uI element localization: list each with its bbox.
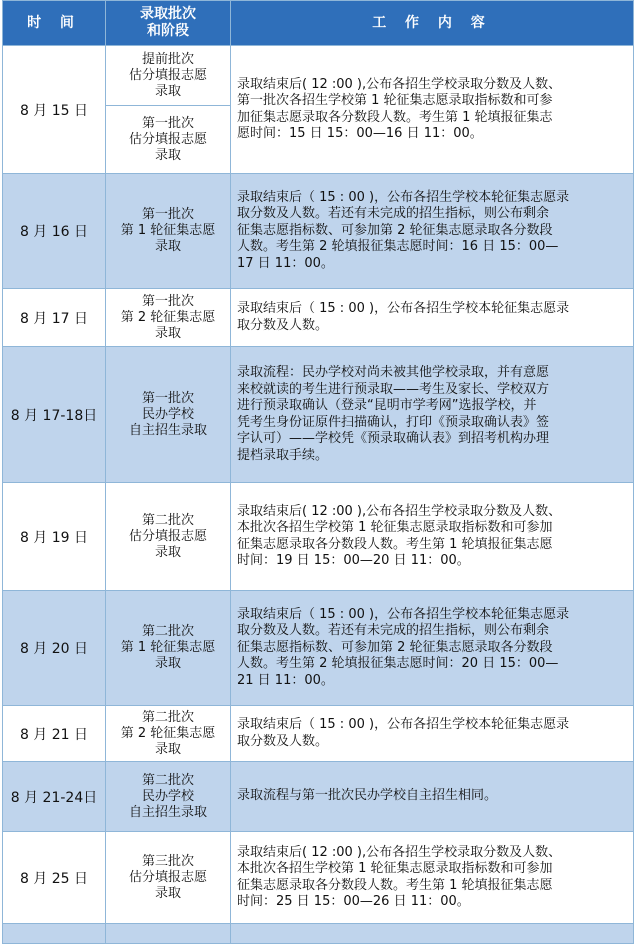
row-stage: 第一批次 估分填报志愿 录取 <box>106 106 231 174</box>
header-stage: 录取批次 和阶段 <box>106 1 231 46</box>
row-date: 8 月 17-18日 <box>3 347 106 483</box>
row-date: 8 月 15 日 <box>3 46 106 174</box>
row-stage: 第一批次 民办学校 自主招生录取 <box>106 347 231 483</box>
row-stage: 第二批次 估分填报志愿 录取 <box>106 483 231 591</box>
row-date: 8 月 25 日 <box>3 832 106 924</box>
table-row <box>3 289 634 347</box>
row-date: 8 月 19 日 <box>3 483 106 591</box>
row-work: 录取流程与第一批次民办学校自主招生相同。 <box>231 762 634 832</box>
row-date: 8 月 21-24日 <box>3 762 106 832</box>
row-work: 录取结束后（ 15 : 00 )，公布各招生学校本轮征集志愿录 取分数及人数。若还有未完成的招生指标，则公布剩余 征集志愿指标数、可参加第 2 轮征集志愿录取各分数段 人数。考生第 2 轮填报征集志愿时间：16 日 15：00— 17 日 11：00。 <box>231 174 634 289</box>
header-work: 工 作 内 容 <box>231 1 634 46</box>
table-row <box>3 483 634 591</box>
row-date: 8 月 21 日 <box>3 706 106 762</box>
table-row <box>3 832 634 924</box>
table-row <box>3 174 634 289</box>
row-stage: 第一批次 第 1 轮征集志愿 录取 <box>106 174 231 289</box>
table-row <box>3 762 634 832</box>
row-stage: 提前批次 估分填报志愿 录取 <box>106 46 231 106</box>
row-work: 录取结束后（ 15 : 00 )，公布各招生学校本轮征集志愿录 取分数及人数。若还有未完成的招生指标，则公布剩余 征集志愿指标数、可参加第 2 轮征集志愿录取各分数段 人数。考生第 2 轮填报征集志愿时间：20 日 15：00— 21 日 11：00。 <box>231 591 634 706</box>
row-stage: 第三批次 估分填报志愿 录取 <box>106 832 231 924</box>
row-stage: 第二批次 第 2 轮征集志愿 录取 <box>106 706 231 762</box>
table-row <box>3 591 634 706</box>
row-work: 录取结束后（ 15 : 00 )，公布各招生学校本轮征集志愿录 取分数及人数。 <box>231 289 634 347</box>
row-work: 录取结束后( 12 :00 ),公布各招生学校录取分数及人数、 第一批次各招生学校第 1 轮征集志愿录取指标数和可参 加征集志愿录取各分数段人数。考生第 1 轮填报征集志 愿时间：15 日 15：00—16 日 11：00。 <box>231 46 634 174</box>
header-date: 时 间 <box>3 1 106 46</box>
row-work: 录取流程：民办学校对尚未被其他学校录取，并有意愿 来校就读的考生进行预录取——考生及家长、学校双方 进行预录取确认（登录“昆明市学考网”选报学校，并 凭考生身份证原件扫描确认，打印《预录取确认表》签 字认可）——学校凭《预录取确认表》到招考机构办理 提档录取手续。 <box>231 347 634 483</box>
table-row <box>3 706 634 762</box>
row-work: 录取结束后( 12 :00 ),公布各招生学校录取分数及人数、 本批次各招生学校第 1 轮征集志愿录取指标数和可参加 征集志愿录取各分数段人数。考生第 1 轮填报征集志愿 时间：19 日 15：00—20 日 11：00。 <box>231 483 634 591</box>
row-work: 录取结束后( 12 :00 ),公布各招生学校录取分数及人数、 本批次各招生学校第 1 轮征集志愿录取指标数和可参加 征集志愿录取各分数段人数。考生第 1 轮填报征集志愿 时间：25 日 15：00—26 日 11：00。 <box>231 832 634 924</box>
table-row <box>3 46 634 106</box>
table-header-row <box>3 1 634 46</box>
row-work: 录取结束后（ 15 : 00 )，公布各招生学校本轮征集志愿录 取分数及人数。 <box>231 706 634 762</box>
admission-schedule-table <box>2 0 634 944</box>
row-date: 8 月 17 日 <box>3 289 106 347</box>
row-stage: 第一批次 第 2 轮征集志愿 录取 <box>106 289 231 347</box>
row-date: 8 月 16 日 <box>3 174 106 289</box>
table-row <box>3 347 634 483</box>
row-stage: 第二批次 第 1 轮征集志愿 录取 <box>106 591 231 706</box>
row-date: 8 月 20 日 <box>3 591 106 706</box>
row-stage: 第二批次 民办学校 自主招生录取 <box>106 762 231 832</box>
